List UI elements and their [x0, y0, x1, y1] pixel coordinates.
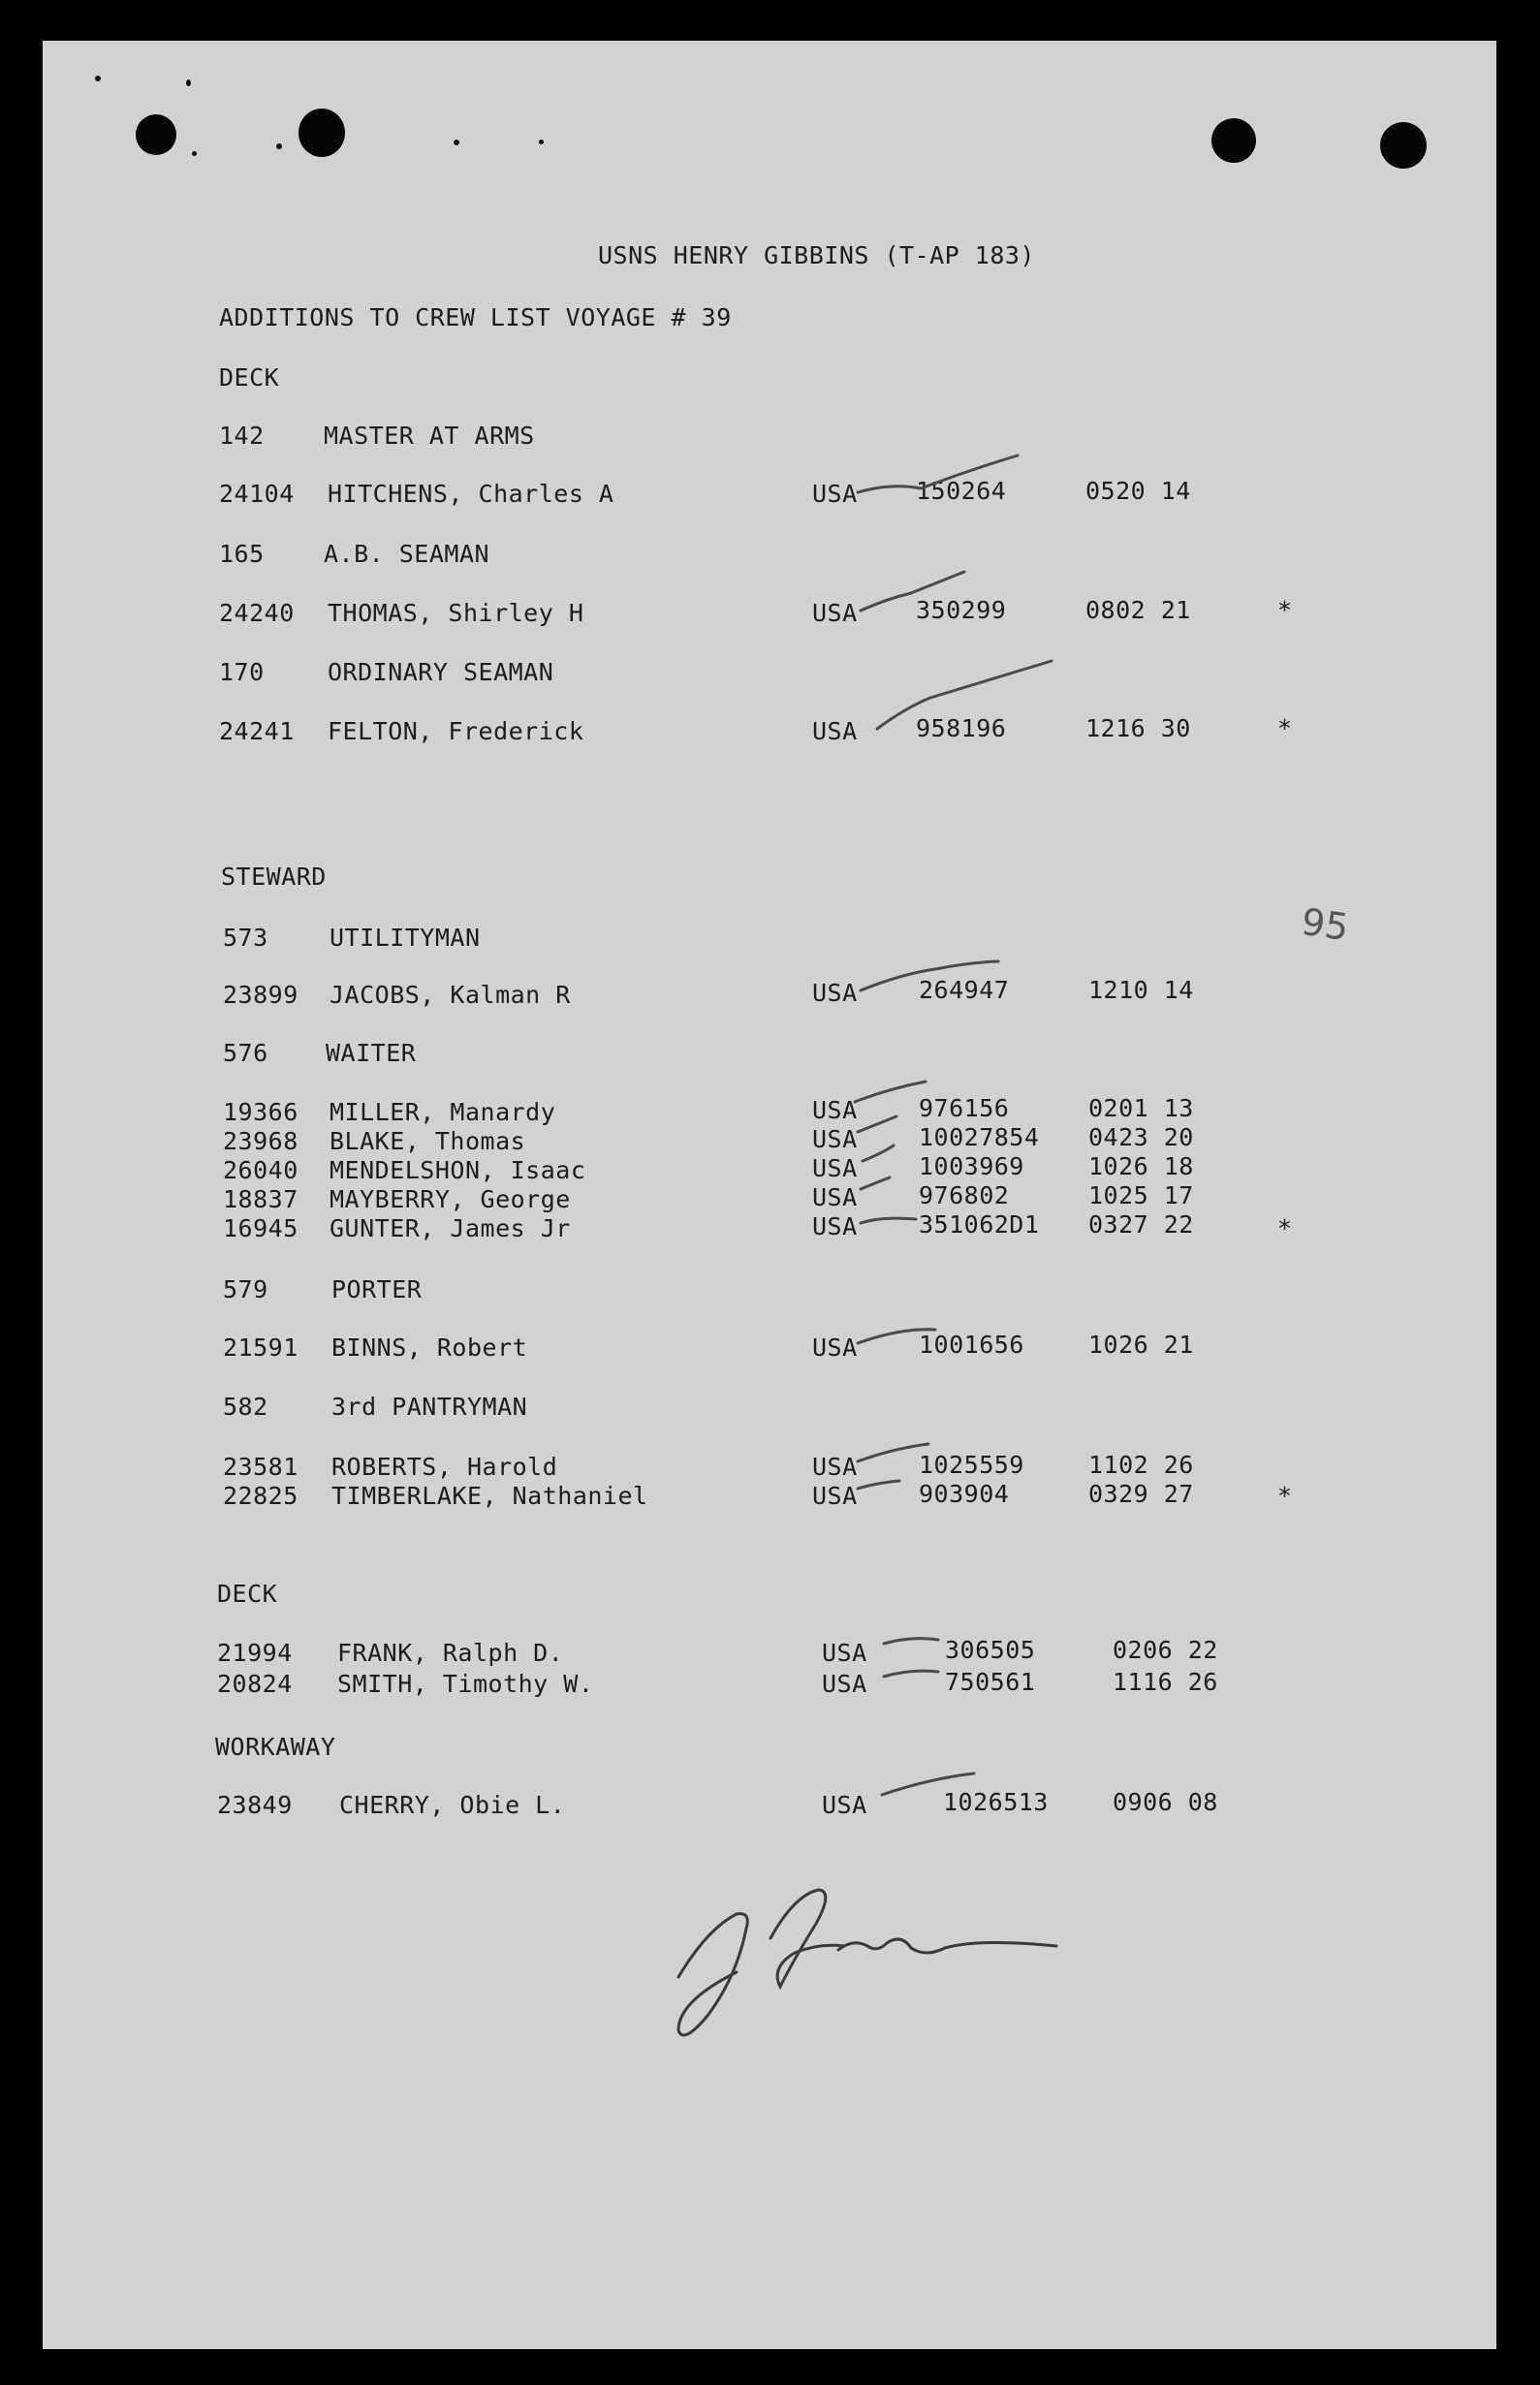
crew-country: USA [812, 1453, 858, 1481]
rate-code: 579 [223, 1275, 268, 1303]
rate-code: 170 [219, 658, 265, 686]
document-subtitle: ADDITIONS TO CREW LIST VOYAGE # 39 [219, 303, 732, 331]
document-title: USNS HENRY GIBBINS (T-AP 183) [598, 241, 1035, 269]
asterisk-mark: * [1277, 596, 1293, 624]
check-mark [882, 1773, 974, 1795]
rate-code: 573 [223, 924, 268, 952]
crew-date: 0201 13 [1088, 1094, 1194, 1122]
asterisk-mark: * [1277, 1482, 1293, 1510]
rate-title: ORDINARY SEAMAN [328, 658, 554, 686]
crew-date: 0802 21 [1085, 596, 1191, 624]
rate-title: WAITER [326, 1039, 417, 1067]
crew-country: USA [812, 717, 858, 745]
crew-id: 351062D1 [919, 1210, 1040, 1239]
crew-date: 1026 18 [1088, 1152, 1194, 1180]
crew-date: 1116 26 [1113, 1668, 1218, 1696]
crew-id: 958196 [916, 714, 1007, 742]
check-mark [858, 1330, 935, 1343]
section-heading-deck: DECK [217, 1580, 278, 1608]
crew-number: 16945 [223, 1214, 299, 1242]
check-mark [858, 1116, 896, 1132]
crew-id: 976802 [919, 1181, 1010, 1209]
rate-code: 576 [223, 1039, 268, 1067]
crew-name: MENDELSHON, Isaac [330, 1156, 586, 1184]
crew-name: HITCHENS, Charles A [328, 480, 614, 508]
check-mark [858, 455, 1018, 492]
check-mark [884, 1639, 938, 1644]
crew-number: 24241 [219, 717, 295, 745]
crew-name: SMITH, Timothy W. [337, 1670, 594, 1698]
crew-name: BINNS, Robert [331, 1334, 528, 1362]
crew-id: 150264 [916, 477, 1007, 505]
crew-number: 21591 [223, 1334, 299, 1362]
check-mark [884, 1671, 938, 1677]
crew-country: USA [812, 1096, 858, 1124]
rate-code: 165 [219, 540, 265, 568]
signature [678, 1890, 1056, 2035]
crew-date: 1210 14 [1088, 976, 1194, 1004]
check-mark [858, 1481, 899, 1489]
crew-id: 264947 [919, 976, 1010, 1004]
crew-number: 26040 [223, 1156, 299, 1184]
crew-number: 20824 [217, 1670, 293, 1698]
crew-number: 23899 [223, 981, 299, 1009]
crew-date: 1026 21 [1088, 1331, 1194, 1359]
crew-name: FELTON, Frederick [328, 717, 584, 745]
section-heading-deck: DECK [219, 363, 280, 392]
rate-code: 582 [223, 1393, 268, 1421]
rate-code: 142 [219, 422, 265, 450]
crew-name: BLAKE, Thomas [330, 1127, 526, 1155]
crew-country: USA [822, 1639, 867, 1667]
crew-country: USA [812, 1334, 858, 1362]
check-mark [861, 572, 964, 611]
crew-id: 306505 [945, 1636, 1036, 1664]
crew-name: TIMBERLAKE, Nathaniel [331, 1482, 648, 1510]
crew-number: 21994 [217, 1639, 293, 1667]
crew-country: USA [812, 599, 858, 627]
crew-id: 1026513 [943, 1788, 1049, 1816]
crew-country: USA [812, 1482, 858, 1510]
page-number: 95 [1299, 899, 1352, 950]
crew-country: USA [822, 1670, 867, 1698]
asterisk-mark: * [1277, 1214, 1293, 1242]
rate-title: 3rd PANTRYMAN [331, 1393, 528, 1421]
crew-date: 0906 08 [1113, 1788, 1218, 1816]
crew-date: 0423 20 [1088, 1123, 1194, 1151]
crew-id: 350299 [916, 596, 1007, 624]
check-mark [877, 661, 1052, 729]
crew-id: 1025559 [919, 1451, 1024, 1479]
crew-number: 22825 [223, 1482, 299, 1510]
check-mark [861, 1177, 890, 1189]
rate-title: PORTER [331, 1275, 423, 1303]
asterisk-mark: * [1277, 714, 1293, 742]
crew-name: FRANK, Ralph D. [337, 1639, 564, 1667]
crew-id: 1003969 [919, 1152, 1024, 1180]
crew-name: MILLER, Manardy [330, 1098, 556, 1126]
crew-date: 0329 27 [1088, 1480, 1194, 1508]
check-mark [855, 1082, 926, 1102]
check-mark [858, 1444, 928, 1461]
crew-id: 10027854 [919, 1123, 1040, 1151]
crew-number: 18837 [223, 1185, 299, 1213]
crew-date: 0206 22 [1113, 1636, 1218, 1664]
crew-date: 0327 22 [1088, 1210, 1194, 1239]
crew-number: 24240 [219, 599, 295, 627]
check-mark [863, 1145, 894, 1161]
crew-name: ROBERTS, Harold [331, 1453, 558, 1481]
crew-number: 23968 [223, 1127, 299, 1155]
crew-country: USA [812, 1183, 858, 1211]
crew-name: MAYBERRY, George [330, 1185, 571, 1213]
rate-title: A.B. SEAMAN [324, 540, 490, 568]
check-mark [861, 961, 998, 990]
crew-name: THOMAS, Shirley H [328, 599, 584, 627]
crew-id: 1001656 [919, 1331, 1024, 1359]
crew-number: 19366 [223, 1098, 299, 1126]
section-heading-workaway: WORKAWAY [215, 1733, 336, 1761]
rate-title: UTILITYMAN [330, 924, 481, 952]
crew-name: CHERRY, Obie L. [339, 1791, 566, 1819]
crew-country: USA [812, 1154, 858, 1182]
crew-id: 903904 [919, 1480, 1010, 1508]
crew-date: 0520 14 [1085, 477, 1191, 505]
crew-country: USA [812, 1125, 858, 1153]
crew-country: USA [812, 979, 858, 1007]
crew-number: 23581 [223, 1453, 299, 1481]
crew-id: 750561 [945, 1668, 1036, 1696]
crew-country: USA [812, 1212, 858, 1240]
crew-country: USA [812, 480, 858, 508]
crew-name: GUNTER, James Jr [330, 1214, 571, 1242]
crew-name: JACOBS, Kalman R [330, 981, 571, 1009]
crew-number: 23849 [217, 1791, 293, 1819]
crew-date: 1102 26 [1088, 1451, 1194, 1479]
check-mark [861, 1218, 916, 1223]
check-marks [855, 455, 1052, 1795]
crew-id: 976156 [919, 1094, 1010, 1122]
section-heading-steward: STEWARD [221, 863, 327, 891]
crew-date: 1216 30 [1085, 714, 1191, 742]
crew-country: USA [822, 1791, 867, 1819]
rate-title: MASTER AT ARMS [324, 422, 535, 450]
crew-number: 24104 [219, 480, 295, 508]
crew-date: 1025 17 [1088, 1181, 1194, 1209]
